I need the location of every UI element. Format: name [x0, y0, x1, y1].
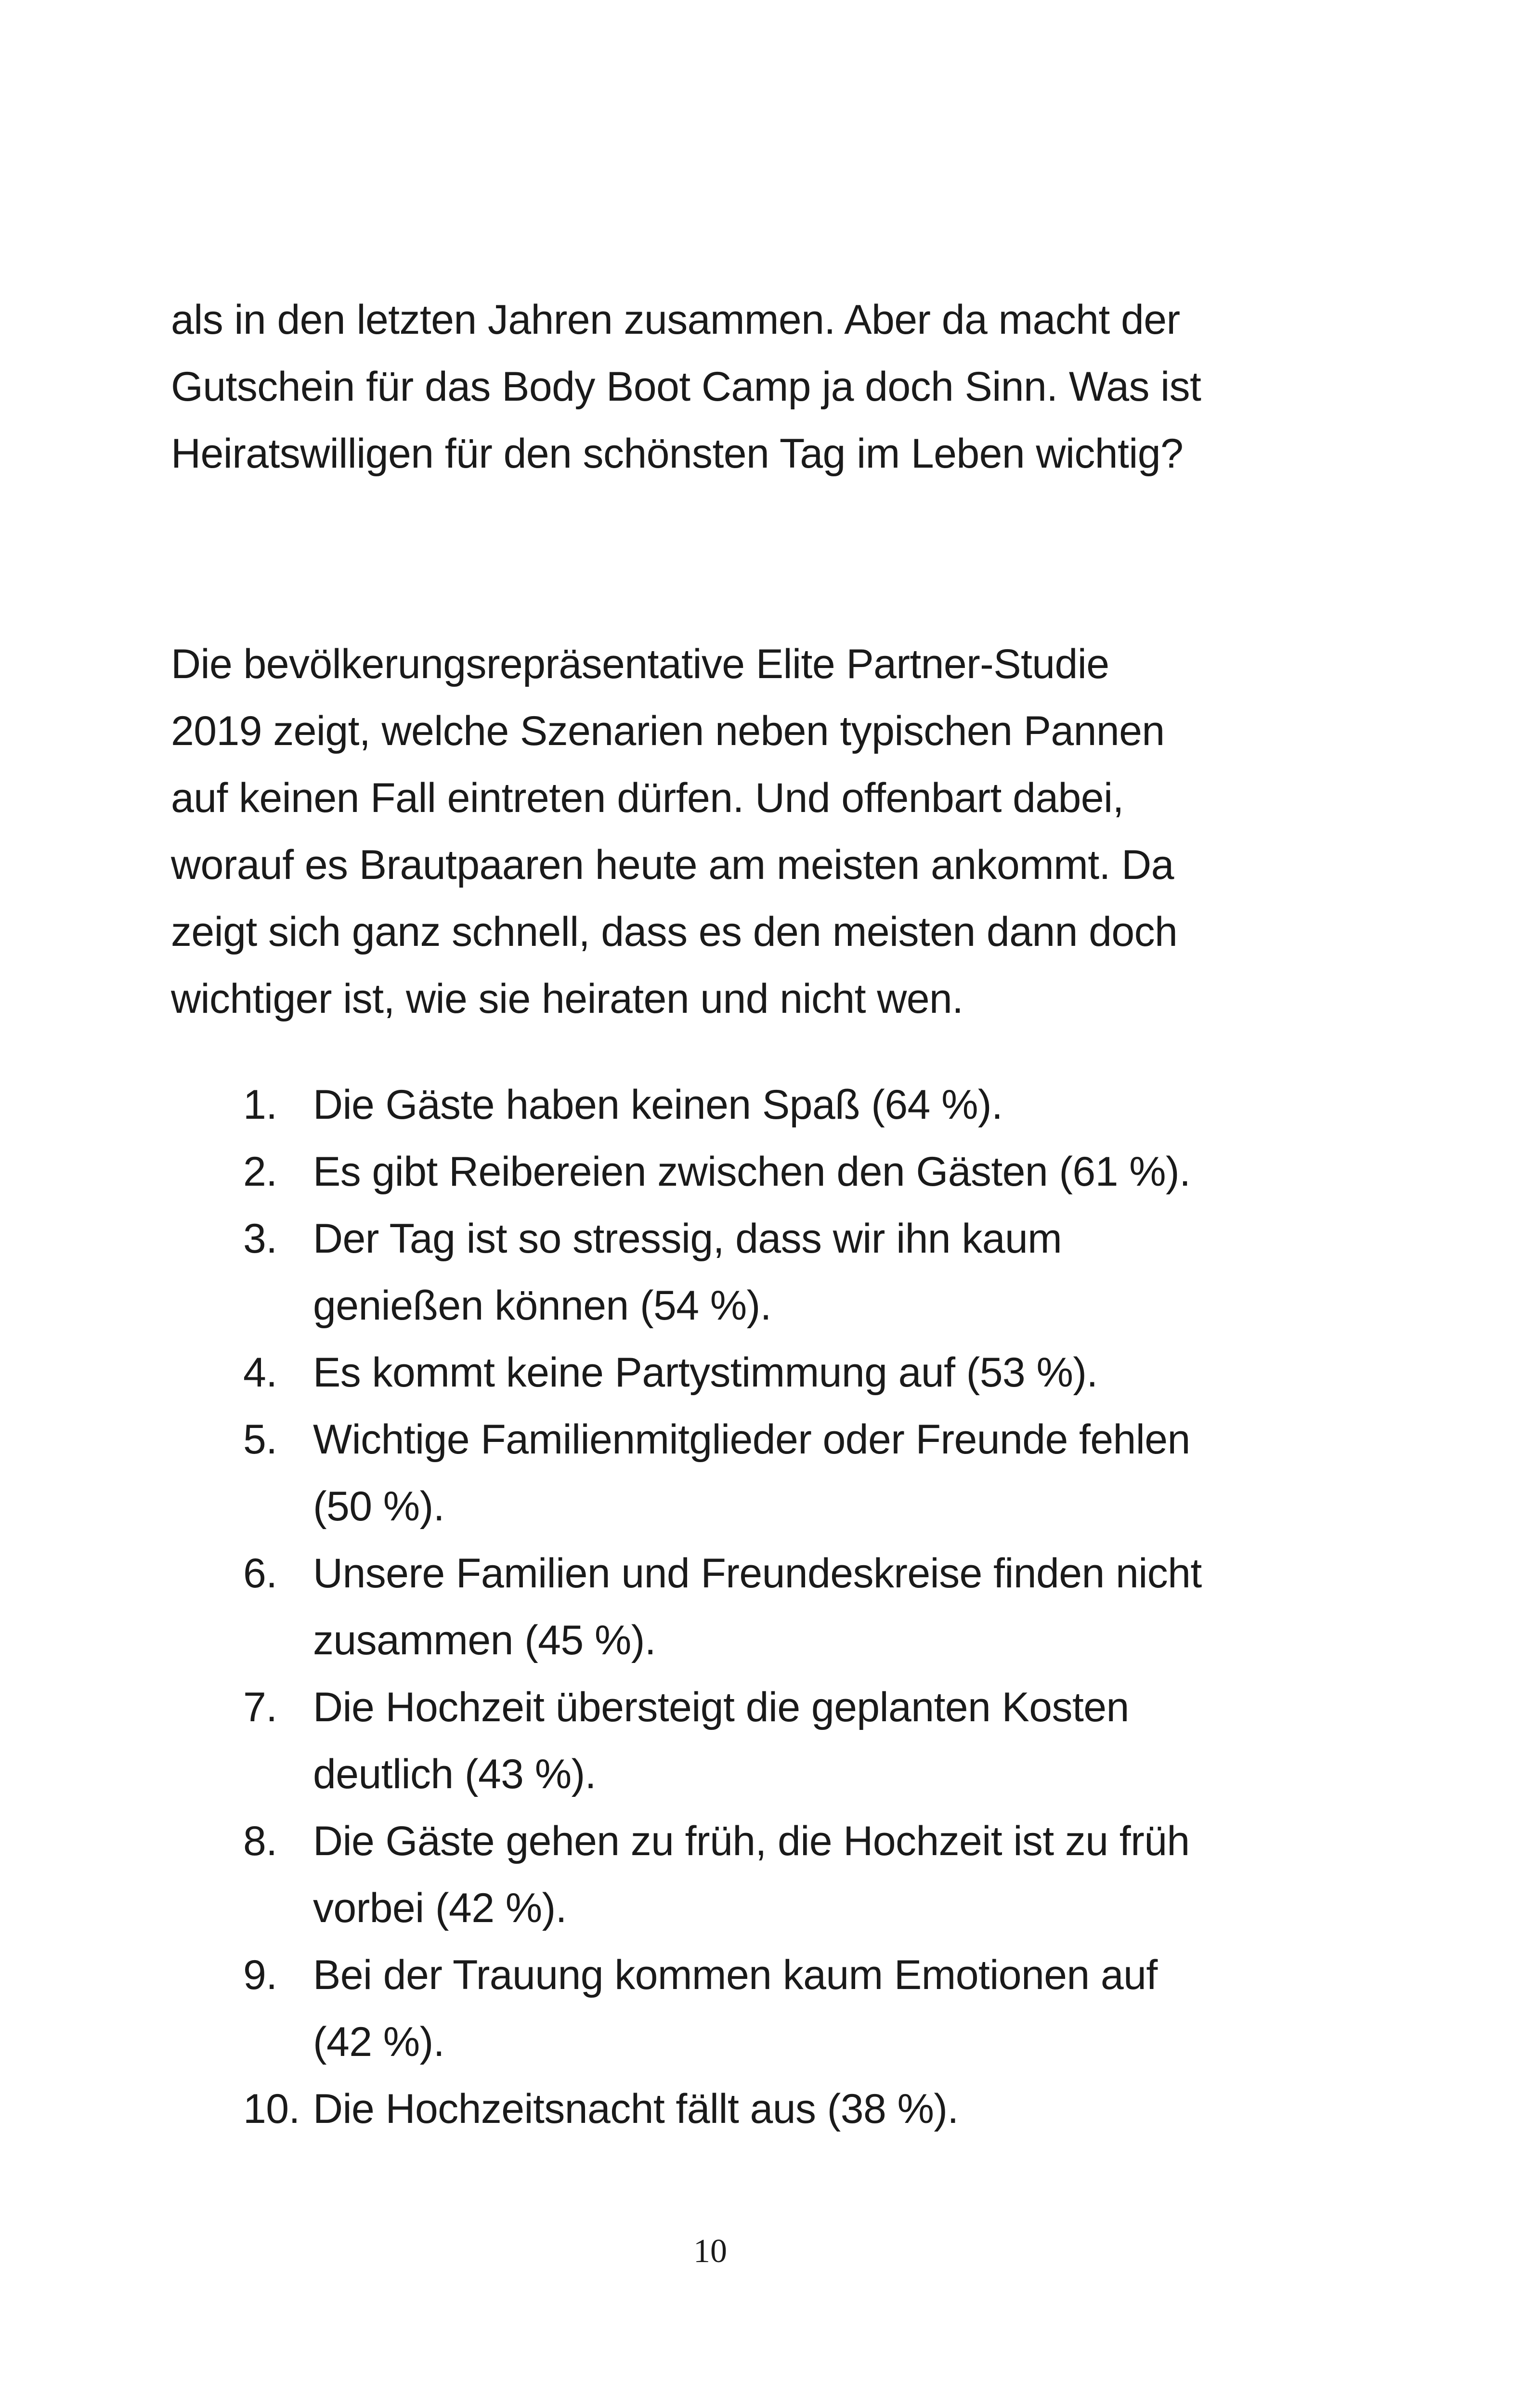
list-item	[0, 1942, 1536, 2076]
list-item-text	[313, 1540, 1536, 1674]
text-line: Wichtige Familienmitglieder oder Freunde fehlen	[313, 1416, 1190, 1463]
list-item-text	[313, 1205, 1536, 1339]
paragraph-intro	[171, 287, 1327, 487]
text-line: Die Gäste haben keinen Spaß (64 %).	[313, 1082, 1003, 1128]
list-item-number: 6.	[243, 1550, 277, 1597]
text-line: (50 %).	[313, 1483, 444, 1530]
list-item	[0, 1205, 1536, 1339]
text-line: Die Hochzeit übersteigt die geplanten Kosten	[313, 1684, 1129, 1730]
list-item-text	[313, 2076, 1536, 2143]
text-line: Bei der Trauung kommen kaum Emotionen auf	[313, 1952, 1158, 1998]
list-item-number: 2.	[243, 1149, 277, 1195]
list-item-number: 4.	[243, 1349, 277, 1396]
text-line: Der Tag ist so stressig, dass wir ihn kaum	[313, 1216, 1062, 1262]
text-line: Es kommt keine Partystimmung auf (53 %).	[313, 1349, 1098, 1396]
text-line: Unsere Familien und Freundeskreise finden nicht	[313, 1550, 1202, 1597]
list-item-number: 8.	[243, 1818, 277, 1864]
list-item	[0, 1808, 1536, 1942]
list-item-number: 10.	[243, 2086, 300, 2132]
list-item-number: 9.	[243, 1952, 277, 1998]
text-line: zeigt sich ganz schnell, dass es den meisten dann doch	[171, 909, 1178, 955]
list-item	[0, 1072, 1536, 1139]
paragraph-study	[171, 631, 1327, 1033]
text-line: vorbei (42 %).	[313, 1885, 567, 1931]
text-line: Gutschein für das Body Boot Camp ja doch Sinn. Was ist	[171, 364, 1201, 410]
list-item	[0, 1139, 1536, 1205]
text-line: 2019 zeigt, welche Szenarien neben typischen Pannen	[171, 708, 1165, 754]
text-line: Die bevölkerungsrepräsentative Elite Partner-Studie	[171, 641, 1109, 687]
text-line: Es gibt Reibereien zwischen den Gästen (61 %).	[313, 1149, 1191, 1195]
list-item-number: 1.	[243, 1082, 277, 1128]
list-item	[0, 2076, 1536, 2143]
text-line: genießen können (54 %).	[313, 1283, 771, 1329]
text-line: wichtiger ist, wie sie heiraten und nicht wen.	[171, 976, 963, 1022]
page-number: 10	[693, 2233, 727, 2270]
list-item	[0, 1339, 1536, 1406]
list-item	[0, 1540, 1536, 1674]
ranked-list	[0, 1072, 1536, 2143]
list-item-text	[313, 1072, 1536, 1139]
text-line: worauf es Brautpaaren heute am meisten ankommt. Da	[171, 842, 1174, 888]
text-line: Heiratswilligen für den schönsten Tag im Leben wichtig?	[171, 431, 1184, 477]
text-line: Die Gäste gehen zu früh, die Hochzeit ist zu früh	[313, 1818, 1190, 1864]
list-item-text	[313, 1339, 1536, 1406]
list-item	[0, 1406, 1536, 1540]
text-line: (42 %).	[313, 2019, 444, 2065]
text-line: deutlich (43 %).	[313, 1751, 596, 1797]
text-line: zusammen (45 %).	[313, 1617, 656, 1663]
list-item-text	[313, 1139, 1536, 1205]
list-item-number: 5.	[243, 1416, 277, 1463]
text-line: auf keinen Fall eintreten dürfen. Und offenbart dabei,	[171, 775, 1124, 821]
list-item-text	[313, 1942, 1536, 2076]
text-line: Die Hochzeitsnacht fällt aus (38 %).	[313, 2086, 959, 2132]
list-item-text	[313, 1406, 1536, 1540]
text-line: als in den letzten Jahren zusammen. Aber da macht der	[171, 297, 1180, 343]
list-item-text	[313, 1808, 1536, 1942]
list-item-number: 7.	[243, 1684, 277, 1730]
list-item-number: 3.	[243, 1216, 277, 1262]
list-item	[0, 1674, 1536, 1808]
list-item-text	[313, 1674, 1536, 1808]
